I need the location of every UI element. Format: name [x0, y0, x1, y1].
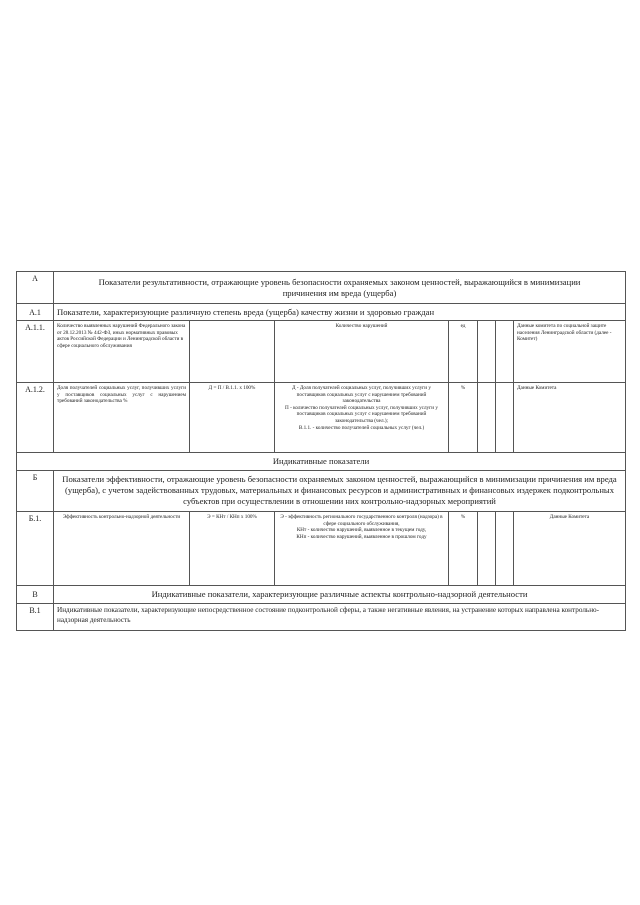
indicator-unit: ед	[449, 321, 478, 383]
empty-cell	[478, 383, 496, 453]
section-row-v	[17, 586, 626, 604]
indicator-row-a12	[17, 383, 626, 453]
indicator-name: Доля получателей социальных услуг, получивших услуги у поставщиков социальных услуг с нарушением требований законодательства %	[54, 383, 190, 453]
indicators-table	[16, 271, 626, 631]
section-title: Индикативные показатели, характеризующие различные аспекты контрольно-надзорной деятельности	[54, 586, 626, 604]
section-row-b	[17, 471, 626, 512]
indicator-name: Эффективность контрольно-надзорной деятельности	[54, 512, 190, 586]
section-title: Индикативные показатели, характеризующие непосредственное состояние подконтрольной сферы, а также негативные явления, на устранение которых направлена контрольно-надзорная деятельность	[54, 604, 626, 631]
indicator-unit: %	[449, 512, 478, 586]
indicator-comment: Количество нарушений	[275, 321, 449, 383]
empty-cell	[496, 321, 514, 383]
indicative-row	[17, 453, 626, 471]
indicator-row-b1	[17, 512, 626, 586]
indicator-formula: Д = П / В.1.1. х 100%	[190, 383, 275, 453]
row-code: В.1	[17, 604, 54, 631]
indicator-formula	[190, 321, 275, 383]
section-title: Показатели эффективности, отражающие уровень безопасности охраняемых законом ценностей, выражающийся в минимизации причинения им вреда (ущерба), с учетом задействованных трудовых, материальных и финансовых ресурсов и административных и финансовых издержек подконтрольных субъектов при осуществлении в отношении них контрольно-надзорных мероприятий	[54, 471, 626, 512]
indicator-name: Количество выявленных нарушений Федерального закона от 28.12.2013 № 442-ФЗ, иных нормативных правовых актов Российской Федерации и Ленинградской области в сфере социального обслуживания	[54, 321, 190, 383]
indicative-title: Индикативные показатели	[17, 453, 626, 471]
section-title: Показатели, характеризующие различную степень вреда (ущерба) качеству жизни и здоровью граждан	[54, 304, 626, 321]
section-row-a1	[17, 304, 626, 321]
indicator-unit: %	[449, 383, 478, 453]
indicator-source: Данные Комитета	[514, 512, 626, 586]
indicator-source: Данные комитета по социальной защите населения Ленинградской области (далее - Комитет)	[514, 321, 626, 383]
section-row-a	[17, 272, 626, 304]
empty-cell	[496, 383, 514, 453]
indicator-comment: Э - эффективность регионального государственного контроля (надзора) в сфере социального обслуживания, КНт - количество нарушений, выявленное в текущем году, КНп - количество нарушений, выявленное в прошлом году	[275, 512, 449, 586]
indicator-source: Данные Комитета	[514, 383, 626, 453]
row-code: Б	[17, 471, 54, 512]
empty-cell	[478, 512, 496, 586]
section-row-v1	[17, 604, 626, 631]
row-code: В	[17, 586, 54, 604]
indicator-formula: Э = КНт / КНп х 100%	[190, 512, 275, 586]
row-code: Б.1.	[17, 512, 54, 586]
row-code: А.1.1.	[17, 321, 54, 383]
row-code: А.1	[17, 304, 54, 321]
row-code: А.1.2.	[17, 383, 54, 453]
row-code: А	[17, 272, 54, 304]
indicator-row-a11	[17, 321, 626, 383]
empty-cell	[478, 321, 496, 383]
indicator-comment: Д - Доля получателей социальных услуг, получивших услуги у поставщиков социальных услуг с нарушением требований законодательства П - количество получателей социальных услуг, получивших услуги у поставщиков социальных услуг с нарушением требований законодательства (чел.); В.1.1. - количество получателей социальных услуг (чел.)	[275, 383, 449, 453]
empty-cell	[496, 512, 514, 586]
section-title: Показатели результативности, отражающие уровень безопасности охраняемых законом ценностей, выражающийся в минимизации причинения им вреда (ущерба)	[54, 272, 626, 304]
